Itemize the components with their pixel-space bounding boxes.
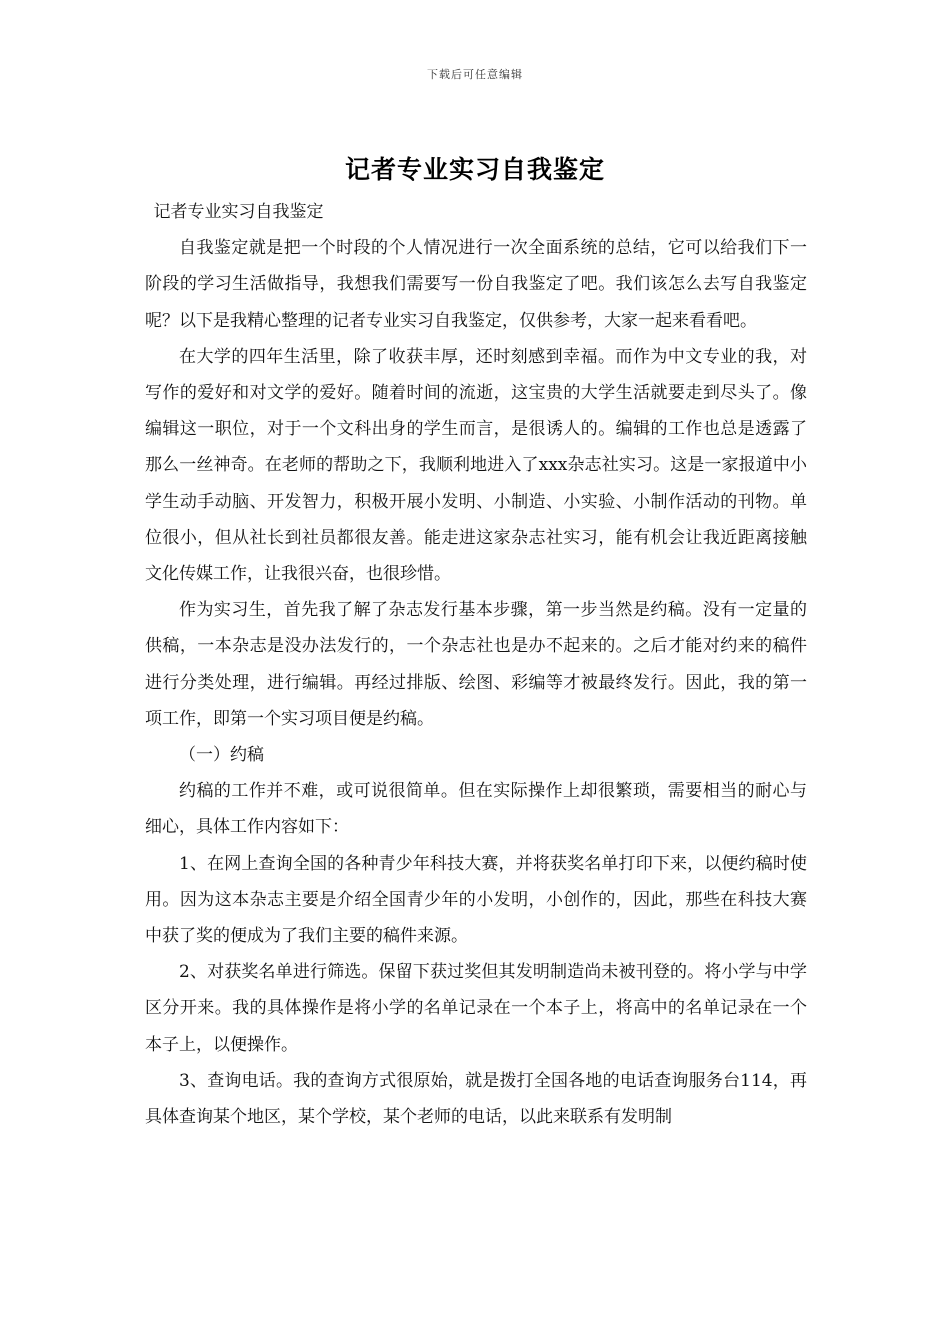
document-subtitle: 记者专业实习自我鉴定 bbox=[153, 202, 324, 222]
document-title: 记者专业实习自我鉴定 bbox=[344, 155, 605, 184]
section-paragraph: 约稿的工作并不难，或可说很简单。但在实际操作上却很繁琐，需要相当的耐心与细心，具体工作内容如下： bbox=[145, 781, 807, 838]
body-paragraph: 在大学的四年生活里，除了收获丰厚，还时刻感到幸福。而作为中文专业的我，对写作的爱好和对文学的爱好。随着时间的流逝，这宝贵的大学生活就要走到尽头了。像编辑这一职位，对于一个文科出身的学生而言，是很诱人的。编辑的工作也总是透露了那么一丝神奇。在老师的帮助之下，我顺利地进入了xxx杂志社实习。这是一家报道中小学生动手动脑、开发智力，积极开展小发明、小制造、小实验、小制作活动的刊物。单位很小，但从社长到社员都很友善。能走进这家杂志社实习，能有机会让我近距离接触文化传媒工作，让我很兴奋，也很珍惜。 bbox=[145, 346, 807, 585]
intro-paragraph: 自我鉴定就是把一个时段的个人情况进行一次全面系统的总结，它可以给我们下一阶段的学习生活做指导，我想我们需要写一份自我鉴定了吧。我们该怎么去写自我鉴定呢？以下是我精心整理的记者专业实习自我鉴定，仅供参考，大家一起来看看吧。 bbox=[145, 238, 807, 331]
list-item: 1、在网上查询全国的各种青少年科技大赛，并将获奖名单打印下来，以便约稿时使用。因为这本杂志主要是介绍全国青少年的小发明，小创作的，因此，那些在科技大赛中获了奖的便成为了我们主要的稿件来源。 bbox=[145, 853, 807, 947]
page-header-note: 下载后可任意编辑 bbox=[427, 68, 523, 81]
list-item: 2、对获奖名单进行筛选。保留下获过奖但其发明制造尚未被刊登的。将小学与中学区分开来。我的具体操作是将小学的名单记录在一个本子上，将高中的名单记录在一个本子上，以便操作。 bbox=[145, 962, 807, 1055]
list-item: 3、查询电话。我的查询方式很原始，就是拨打全国各地的电话查询服务台114，再具体查询某个地区，某个学校，某个老师的电话，以此来联系有发明制 bbox=[145, 1070, 807, 1128]
section-heading: （一）约稿 bbox=[179, 745, 264, 766]
body-paragraph: 作为实习生，首先我了解了杂志发行基本步骤，第一步当然是约稿。没有一定量的供稿，一本杂志是没办法发行的，一个杂志社也是办不起来的。之后才能对约来的稿件进行分类处理，进行编辑。再经过排版、绘图、彩编等才被最终发行。因此，我的第一项工作，即第一个实习项目便是约稿。 bbox=[145, 600, 807, 729]
document-body bbox=[145, 194, 807, 1135]
